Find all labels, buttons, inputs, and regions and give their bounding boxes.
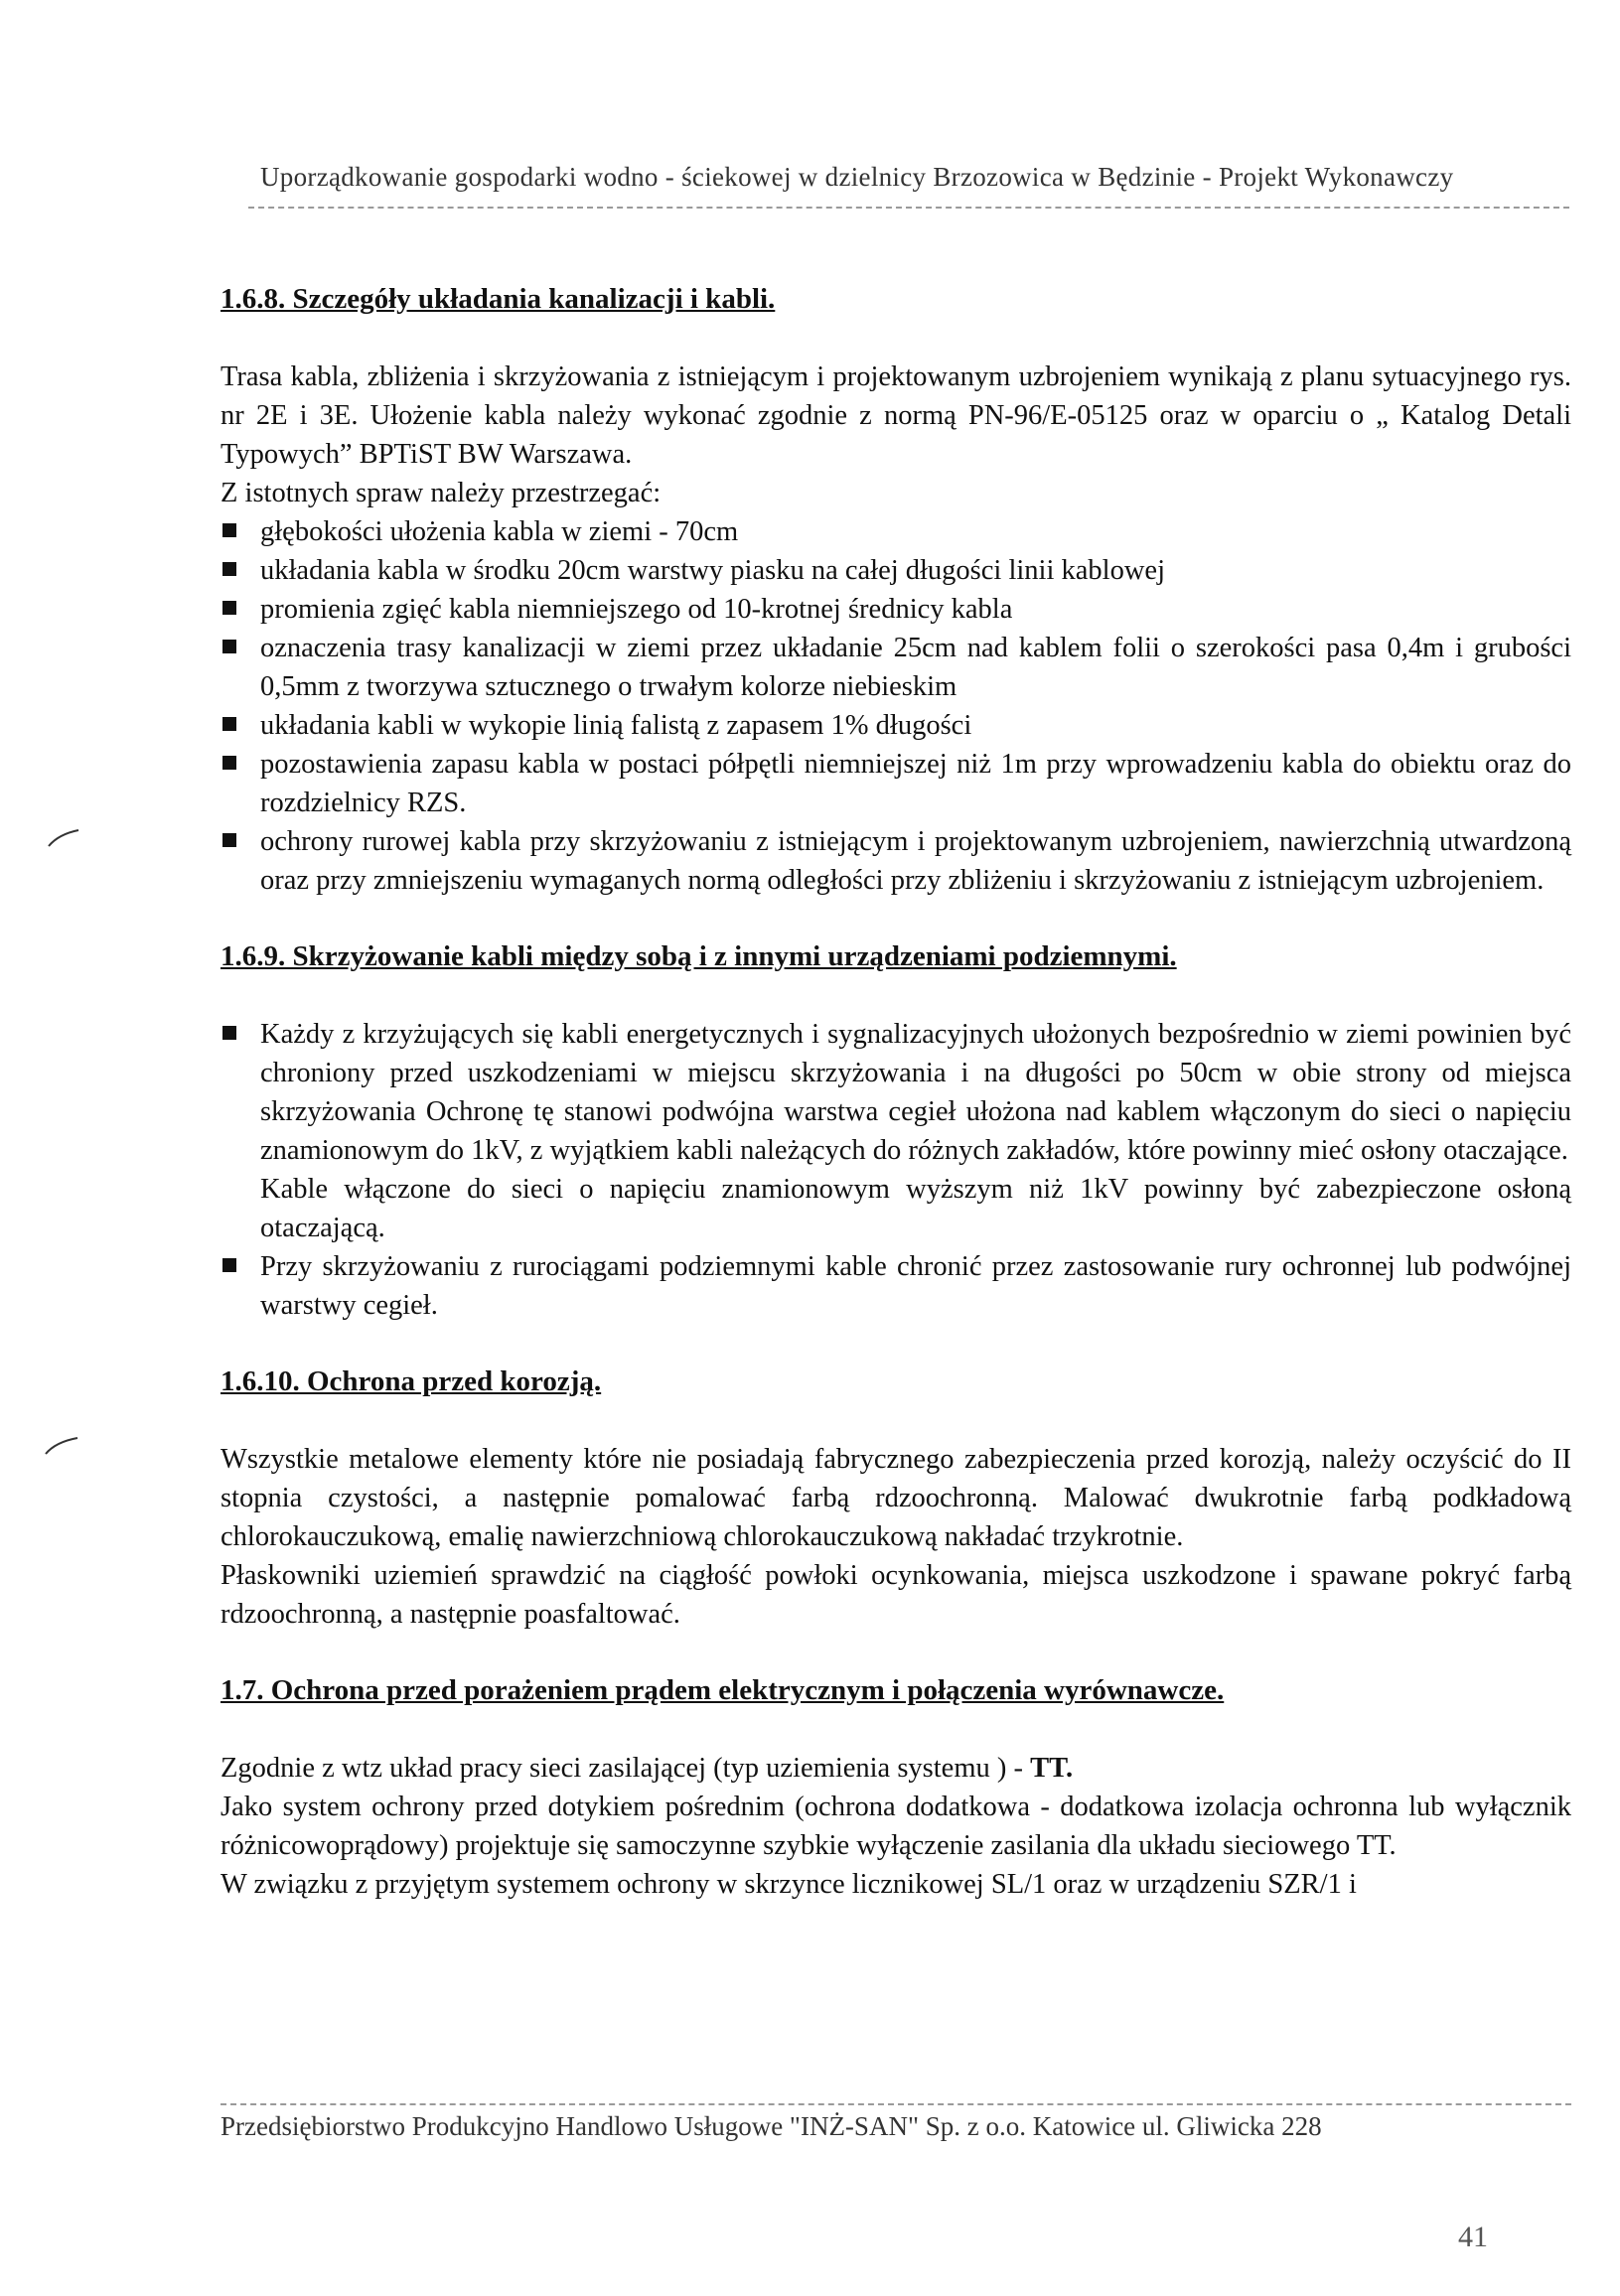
page-body [221, 280, 1571, 1904]
square-bullet-icon [222, 1026, 236, 1040]
header-divider [248, 207, 1569, 209]
list-item: oznaczenia trasy kanalizacji w ziemi przez układanie 25cm nad kablem folii o szerokości pasa 0,4m i grubości 0,5mm z tworzywa sztucznego o trwałym kolorze niebieskim [221, 629, 1571, 706]
paragraph: Zgodnie z wtz układ pracy sieci zasilającej (typ uziemienia systemu ) - TT. [221, 1753, 1074, 1784]
margin-mark [42, 1430, 81, 1460]
page-number: 41 [1458, 2221, 1488, 2253]
grounding-type: TT. [1030, 1753, 1074, 1784]
paragraph: Wszystkie metalowe elementy które nie posiadają fabrycznego zabezpieczenia przed korozją, należy oczyścić do II stopnia czystości, a następnie pomalować farbą rdzoochronną. Malować dwukrotnie farbą podkładową chlorokauczukową, emalię nawierzchniową chlorokauczukową nakładać trzykrotnie. [221, 1444, 1571, 1552]
list-item: ochrony rurowej kabla przy skrzyżowaniu z istniejącym i projektowanym uzbrojeniem, nawierzchnią utwardzoną oraz przy zmniejszeniu wymaganych normą odległości przy zbliżeniu i skrzyżowaniu z istniejącym uzbrojeniem. [221, 822, 1571, 900]
list-item: Każdy z krzyżujących się kabli energetycznych i sygnalizacyjnych ułożonych bezpośrednio w ziemi powinien być chroniony przed uszkodzeniami w miejscu skrzyżowania i na długości po 50cm w obie strony od miejsca skrzyżowania Ochronę tę stanowi podwójna warstwa cegieł ułożona nad kablem włączonym do sieci o napięciu znamionowym do 1kV, z wyjątkiem kabli należących do różnych zakładów, które powinny mieć osłony otaczające. Kable włączone do sieci o napięciu znamionowym wyższym niż 1kV powinny być zabezpieczone osłoną otaczającą. [221, 1015, 1571, 1247]
square-bullet-icon [222, 601, 236, 615]
list-item: układania kabla w środku 20cm warstwy piasku na całej długości linii kablowej [221, 551, 1571, 590]
square-bullet-icon [222, 562, 236, 576]
list-item: promienia zgięć kabla niemniejszego od 10-krotnej średnicy kabla [221, 590, 1571, 629]
paragraph: Jako system ochrony przed dotykiem pośrednim (ochrona dodatkowa - dodatkowa izolacja ochronna lub wyłącznik różnicowoprądowy) projektuje się samoczynne szybkie wyłączenie zasilania dla układu sieciowego TT. [221, 1792, 1571, 1861]
square-bullet-icon [222, 523, 236, 537]
margin-mark [45, 824, 84, 854]
list-item: układania kabli w wykopie linią falistą z zapasem 1% długości [221, 706, 1571, 745]
footer-divider [221, 2103, 1571, 2105]
list-item: pozostawienia zapasu kabla w postaci półpętli niemniejszej niż 1m przy wprowadzeniu kabla do obiektu oraz do rozdzielnicy RZS. [221, 745, 1571, 822]
square-bullet-icon [222, 1258, 236, 1272]
square-bullet-icon [222, 717, 236, 731]
section-title-1-6-9: 1.6.9. Skrzyżowanie kabli między sobą i z innymi urządzeniami podziemnymi. [221, 940, 1177, 972]
list-item: głębokości ułożenia kabla w ziemi - 70cm [221, 512, 1571, 551]
page-header: Uporządkowanie gospodarki wodno - ściekowej w dzielnicy Brzozowica w Będzinie - Projekt Wykonawczy [260, 162, 1454, 192]
paragraph: Trasa kabla, zbliżenia i skrzyżowania z istniejącym i projektowanym uzbrojeniem wynikają z planu sytuacyjnego rys. nr 2E i 3E. Ułożenie kabla należy wykonać zgodnie z normą PN-96/E-05125 oraz w oparciu o „ Katalog Detali Typowych” BPTiST BW Warszawa. [221, 361, 1571, 470]
square-bullet-icon [222, 640, 236, 653]
section-title-1-7: 1.7. Ochrona przed porażeniem prądem elektrycznym i połączenia wyrównawcze. [221, 1674, 1225, 1706]
section-title-1-6-10: 1.6.10. Ochrona przed korozją. [221, 1365, 602, 1397]
requirements-list [221, 512, 1571, 900]
paragraph: Płaskowniki uziemień sprawdzić na ciągłość powłoki ocynkowania, miejsca uszkodzone i spawane pokryć farbą rdzoochronną, a następnie poasfaltować. [221, 1560, 1571, 1630]
page-footer: Przedsiębiorstwo Produkcyjno Handlowo Usługowe "INŻ-SAN" Sp. z o.o. Katowice ul. Gliwicka 228 [221, 2111, 1322, 2141]
crossing-list [221, 1015, 1571, 1325]
paragraph: Z istotnych spraw należy przestrzegać: [221, 478, 662, 508]
paragraph: W związku z przyjętym systemem ochrony w skrzynce licznikowej SL/1 oraz w urządzeniu SZR/1 i [221, 1869, 1357, 1900]
section-title-1-6-8: 1.6.8. Szczegóły układania kanalizacji i kabli. [221, 283, 776, 315]
square-bullet-icon [222, 833, 236, 847]
list-item: Przy skrzyżowaniu z rurociągami podziemnymi kable chronić przez zastosowanie rury ochronnej lub podwójnej warstwy cegieł. [221, 1247, 1571, 1325]
square-bullet-icon [222, 756, 236, 770]
